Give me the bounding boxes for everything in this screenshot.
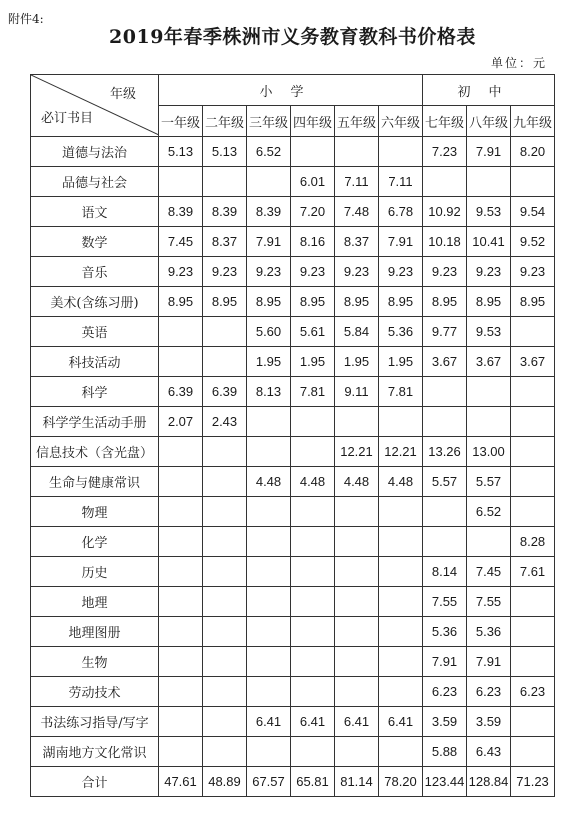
group-header-primary: 小学 bbox=[159, 75, 423, 106]
price-cell bbox=[247, 587, 291, 617]
price-cell bbox=[291, 527, 335, 557]
price-cell bbox=[379, 137, 423, 167]
price-cell bbox=[247, 407, 291, 437]
price-cell: 6.39 bbox=[203, 377, 247, 407]
price-cell: 8.95 bbox=[291, 287, 335, 317]
price-cell bbox=[335, 617, 379, 647]
price-cell: 7.91 bbox=[423, 647, 467, 677]
price-cell: 5.61 bbox=[291, 317, 335, 347]
grade-header: 一年级 bbox=[159, 106, 203, 137]
subject-cell: 音乐 bbox=[31, 257, 159, 287]
grade-header: 七年级 bbox=[423, 106, 467, 137]
price-cell bbox=[159, 707, 203, 737]
price-cell: 9.53 bbox=[467, 197, 511, 227]
subject-cell: 地理图册 bbox=[31, 617, 159, 647]
price-cell: 9.54 bbox=[511, 197, 555, 227]
price-cell bbox=[511, 617, 555, 647]
price-cell bbox=[291, 497, 335, 527]
price-cell bbox=[291, 437, 335, 467]
price-cell bbox=[159, 617, 203, 647]
subject-cell: 数学 bbox=[31, 227, 159, 257]
subject-cell: 科学 bbox=[31, 377, 159, 407]
subject-cell: 合计 bbox=[31, 767, 159, 797]
price-cell: 8.39 bbox=[247, 197, 291, 227]
price-cell: 7.61 bbox=[511, 557, 555, 587]
table-row bbox=[31, 647, 555, 677]
table-row bbox=[31, 287, 555, 317]
price-cell: 1.95 bbox=[247, 347, 291, 377]
price-cell: 9.23 bbox=[159, 257, 203, 287]
price-cell: 8.20 bbox=[511, 137, 555, 167]
price-cell: 2.07 bbox=[159, 407, 203, 437]
price-cell bbox=[379, 527, 423, 557]
price-cell bbox=[159, 647, 203, 677]
price-cell bbox=[159, 587, 203, 617]
price-cell bbox=[291, 407, 335, 437]
price-cell: 7.91 bbox=[247, 227, 291, 257]
price-cell: 1.95 bbox=[335, 347, 379, 377]
price-cell bbox=[291, 737, 335, 767]
price-cell: 7.91 bbox=[379, 227, 423, 257]
price-cell: 5.36 bbox=[379, 317, 423, 347]
price-cell bbox=[247, 617, 291, 647]
price-cell: 6.41 bbox=[291, 707, 335, 737]
price-cell bbox=[203, 347, 247, 377]
price-cell bbox=[247, 437, 291, 467]
price-cell: 1.95 bbox=[291, 347, 335, 377]
price-cell: 9.52 bbox=[511, 227, 555, 257]
table-row bbox=[31, 707, 555, 737]
price-cell bbox=[379, 407, 423, 437]
price-cell bbox=[203, 737, 247, 767]
table-row bbox=[31, 737, 555, 767]
price-cell bbox=[511, 647, 555, 677]
price-cell: 7.45 bbox=[467, 557, 511, 587]
price-cell: 5.57 bbox=[423, 467, 467, 497]
table-row bbox=[31, 467, 555, 497]
price-cell: 5.84 bbox=[335, 317, 379, 347]
price-cell: 8.95 bbox=[159, 287, 203, 317]
price-cell: 6.39 bbox=[159, 377, 203, 407]
table-row bbox=[31, 347, 555, 377]
table-row bbox=[31, 767, 555, 797]
price-cell: 6.23 bbox=[423, 677, 467, 707]
price-cell: 4.48 bbox=[247, 467, 291, 497]
price-cell: 9.53 bbox=[467, 317, 511, 347]
price-cell bbox=[379, 587, 423, 617]
price-cell bbox=[203, 497, 247, 527]
price-cell bbox=[335, 407, 379, 437]
price-cell bbox=[203, 317, 247, 347]
price-cell bbox=[159, 527, 203, 557]
price-cell bbox=[159, 737, 203, 767]
price-cell bbox=[203, 557, 247, 587]
price-cell bbox=[335, 647, 379, 677]
grade-header: 二年级 bbox=[203, 106, 247, 137]
price-cell: 8.95 bbox=[467, 287, 511, 317]
table-body bbox=[31, 75, 555, 797]
price-cell: 3.67 bbox=[423, 347, 467, 377]
subject-cell: 化学 bbox=[31, 527, 159, 557]
subject-cell: 生命与健康常识 bbox=[31, 467, 159, 497]
price-cell bbox=[511, 707, 555, 737]
table-row bbox=[31, 167, 555, 197]
subject-cell: 信息技术（含光盘） bbox=[31, 437, 159, 467]
price-cell: 8.39 bbox=[159, 197, 203, 227]
table-row bbox=[31, 197, 555, 227]
price-cell bbox=[511, 587, 555, 617]
price-cell bbox=[511, 437, 555, 467]
price-cell bbox=[511, 407, 555, 437]
table-row bbox=[31, 407, 555, 437]
price-cell: 71.23 bbox=[511, 767, 555, 797]
price-cell: 9.77 bbox=[423, 317, 467, 347]
price-cell bbox=[335, 557, 379, 587]
price-cell bbox=[159, 677, 203, 707]
price-cell: 8.95 bbox=[335, 287, 379, 317]
price-cell bbox=[159, 437, 203, 467]
header-row-groups bbox=[31, 75, 555, 106]
price-cell: 13.26 bbox=[423, 437, 467, 467]
price-cell: 12.21 bbox=[379, 437, 423, 467]
price-cell: 7.55 bbox=[423, 587, 467, 617]
subject-cell: 湖南地方文化常识 bbox=[31, 737, 159, 767]
price-cell bbox=[511, 317, 555, 347]
price-cell: 5.36 bbox=[467, 617, 511, 647]
table-row bbox=[31, 557, 555, 587]
price-cell: 8.95 bbox=[511, 287, 555, 317]
table-row bbox=[31, 527, 555, 557]
price-cell bbox=[159, 317, 203, 347]
price-cell bbox=[379, 677, 423, 707]
price-cell: 8.95 bbox=[247, 287, 291, 317]
grade-header: 三年级 bbox=[247, 106, 291, 137]
price-cell: 4.48 bbox=[335, 467, 379, 497]
group-header-junior: 初中 bbox=[423, 75, 555, 106]
price-cell bbox=[379, 647, 423, 677]
price-cell bbox=[335, 677, 379, 707]
price-cell: 9.23 bbox=[423, 257, 467, 287]
price-cell: 9.23 bbox=[511, 257, 555, 287]
subject-cell: 科学学生活动手册 bbox=[31, 407, 159, 437]
price-cell bbox=[467, 377, 511, 407]
price-cell: 7.91 bbox=[467, 647, 511, 677]
grade-header: 八年级 bbox=[467, 106, 511, 137]
corner-label-grade: 年级 bbox=[109, 87, 136, 102]
price-cell bbox=[379, 737, 423, 767]
price-cell: 7.81 bbox=[291, 377, 335, 407]
price-cell: 10.92 bbox=[423, 197, 467, 227]
price-cell bbox=[247, 527, 291, 557]
price-cell bbox=[467, 527, 511, 557]
price-cell: 8.95 bbox=[423, 287, 467, 317]
price-cell: 47.61 bbox=[159, 767, 203, 797]
price-cell: 8.39 bbox=[203, 197, 247, 227]
price-cell bbox=[423, 167, 467, 197]
subject-cell: 历史 bbox=[31, 557, 159, 587]
unit-label: 单位：元 bbox=[490, 56, 547, 70]
price-cell bbox=[511, 377, 555, 407]
price-cell: 4.48 bbox=[379, 467, 423, 497]
table-row bbox=[31, 317, 555, 347]
subject-cell: 科技活动 bbox=[31, 347, 159, 377]
price-cell bbox=[423, 377, 467, 407]
price-cell: 5.13 bbox=[203, 137, 247, 167]
subject-cell: 地理 bbox=[31, 587, 159, 617]
price-cell: 9.11 bbox=[335, 377, 379, 407]
price-cell: 7.81 bbox=[379, 377, 423, 407]
subject-cell: 书法练习指导/写字 bbox=[31, 707, 159, 737]
price-cell: 8.37 bbox=[335, 227, 379, 257]
subject-cell: 语文 bbox=[31, 197, 159, 227]
price-cell: 7.55 bbox=[467, 587, 511, 617]
price-cell bbox=[291, 677, 335, 707]
price-cell: 6.23 bbox=[467, 677, 511, 707]
grade-header: 九年级 bbox=[511, 106, 555, 137]
price-cell bbox=[511, 497, 555, 527]
subject-cell: 生物 bbox=[31, 647, 159, 677]
price-cell bbox=[379, 497, 423, 527]
price-cell: 123.44 bbox=[423, 767, 467, 797]
grade-header: 五年级 bbox=[335, 106, 379, 137]
price-cell: 8.37 bbox=[203, 227, 247, 257]
price-cell: 9.23 bbox=[247, 257, 291, 287]
price-cell bbox=[291, 137, 335, 167]
price-cell: 3.59 bbox=[467, 707, 511, 737]
price-cell: 6.41 bbox=[247, 707, 291, 737]
price-cell bbox=[291, 617, 335, 647]
price-cell bbox=[511, 167, 555, 197]
grade-header: 四年级 bbox=[291, 106, 335, 137]
grade-header: 六年级 bbox=[379, 106, 423, 137]
price-cell: 128.84 bbox=[467, 767, 511, 797]
table-row bbox=[31, 377, 555, 407]
price-cell bbox=[247, 677, 291, 707]
corner-label-subject: 必订书目 bbox=[41, 111, 94, 126]
price-cell: 81.14 bbox=[335, 767, 379, 797]
subject-cell: 品德与社会 bbox=[31, 167, 159, 197]
price-cell: 5.36 bbox=[423, 617, 467, 647]
subject-cell: 美术(含练习册) bbox=[31, 287, 159, 317]
price-cell bbox=[203, 437, 247, 467]
price-cell bbox=[379, 557, 423, 587]
price-cell bbox=[511, 467, 555, 497]
price-cell: 9.23 bbox=[467, 257, 511, 287]
price-cell bbox=[291, 557, 335, 587]
price-cell: 9.23 bbox=[203, 257, 247, 287]
price-cell bbox=[159, 347, 203, 377]
price-cell: 7.11 bbox=[335, 167, 379, 197]
price-cell: 13.00 bbox=[467, 437, 511, 467]
price-cell: 3.59 bbox=[423, 707, 467, 737]
price-cell bbox=[335, 737, 379, 767]
price-cell bbox=[423, 497, 467, 527]
price-cell: 6.23 bbox=[511, 677, 555, 707]
price-cell: 6.43 bbox=[467, 737, 511, 767]
price-cell bbox=[159, 167, 203, 197]
price-cell: 8.28 bbox=[511, 527, 555, 557]
price-cell bbox=[247, 737, 291, 767]
price-cell: 6.52 bbox=[467, 497, 511, 527]
price-cell: 7.45 bbox=[159, 227, 203, 257]
price-cell: 67.57 bbox=[247, 767, 291, 797]
price-cell bbox=[335, 527, 379, 557]
price-cell: 6.52 bbox=[247, 137, 291, 167]
price-cell bbox=[203, 617, 247, 647]
price-cell: 7.20 bbox=[291, 197, 335, 227]
price-cell: 5.60 bbox=[247, 317, 291, 347]
price-table bbox=[30, 74, 555, 797]
price-cell: 9.23 bbox=[335, 257, 379, 287]
price-cell: 8.95 bbox=[203, 287, 247, 317]
table-row bbox=[31, 497, 555, 527]
price-cell: 8.13 bbox=[247, 377, 291, 407]
price-cell bbox=[335, 497, 379, 527]
price-cell: 65.81 bbox=[291, 767, 335, 797]
corner-header-cell bbox=[31, 75, 159, 137]
attachment-label: 附件4: bbox=[8, 12, 44, 26]
price-cell: 48.89 bbox=[203, 767, 247, 797]
price-cell: 10.18 bbox=[423, 227, 467, 257]
price-cell: 5.13 bbox=[159, 137, 203, 167]
price-cell: 7.91 bbox=[467, 137, 511, 167]
price-cell: 2.43 bbox=[203, 407, 247, 437]
table-row bbox=[31, 677, 555, 707]
table-row bbox=[31, 257, 555, 287]
subject-cell: 英语 bbox=[31, 317, 159, 347]
price-cell bbox=[159, 467, 203, 497]
price-cell: 10.41 bbox=[467, 227, 511, 257]
table-row bbox=[31, 437, 555, 467]
price-cell: 6.78 bbox=[379, 197, 423, 227]
table-row bbox=[31, 137, 555, 167]
table-row bbox=[31, 227, 555, 257]
price-cell: 6.41 bbox=[335, 707, 379, 737]
price-cell bbox=[423, 527, 467, 557]
subject-cell: 物理 bbox=[31, 497, 159, 527]
price-cell: 3.67 bbox=[511, 347, 555, 377]
price-cell bbox=[203, 467, 247, 497]
price-cell: 6.41 bbox=[379, 707, 423, 737]
price-cell bbox=[247, 557, 291, 587]
price-cell bbox=[203, 707, 247, 737]
subject-cell: 劳动技术 bbox=[31, 677, 159, 707]
price-cell bbox=[335, 587, 379, 617]
price-cell: 9.23 bbox=[379, 257, 423, 287]
price-cell: 7.48 bbox=[335, 197, 379, 227]
table-row bbox=[31, 617, 555, 647]
price-cell bbox=[247, 497, 291, 527]
price-cell bbox=[335, 137, 379, 167]
price-cell: 4.48 bbox=[291, 467, 335, 497]
price-cell bbox=[511, 737, 555, 767]
price-cell bbox=[203, 587, 247, 617]
price-cell bbox=[467, 167, 511, 197]
price-cell bbox=[203, 527, 247, 557]
price-cell bbox=[203, 647, 247, 677]
price-cell: 8.14 bbox=[423, 557, 467, 587]
subject-cell: 道德与法治 bbox=[31, 137, 159, 167]
price-cell bbox=[247, 647, 291, 677]
price-cell bbox=[379, 617, 423, 647]
price-cell bbox=[159, 497, 203, 527]
price-cell bbox=[247, 167, 291, 197]
price-cell: 6.01 bbox=[291, 167, 335, 197]
price-cell bbox=[203, 167, 247, 197]
price-cell bbox=[423, 407, 467, 437]
price-cell: 8.16 bbox=[291, 227, 335, 257]
price-cell bbox=[159, 557, 203, 587]
table-row bbox=[31, 587, 555, 617]
price-cell: 1.95 bbox=[379, 347, 423, 377]
price-cell: 12.21 bbox=[335, 437, 379, 467]
price-cell bbox=[467, 407, 511, 437]
price-cell bbox=[203, 677, 247, 707]
price-cell: 7.23 bbox=[423, 137, 467, 167]
price-cell: 3.67 bbox=[467, 347, 511, 377]
price-cell bbox=[291, 647, 335, 677]
diagonal-line bbox=[31, 75, 159, 135]
price-cell: 9.23 bbox=[291, 257, 335, 287]
price-cell bbox=[291, 587, 335, 617]
price-cell: 5.57 bbox=[467, 467, 511, 497]
price-cell: 5.88 bbox=[423, 737, 467, 767]
price-cell: 7.11 bbox=[379, 167, 423, 197]
price-cell: 8.95 bbox=[379, 287, 423, 317]
price-cell: 78.20 bbox=[379, 767, 423, 797]
document-title: 2019年春季株洲市义务教育教科书价格表 bbox=[109, 26, 476, 48]
